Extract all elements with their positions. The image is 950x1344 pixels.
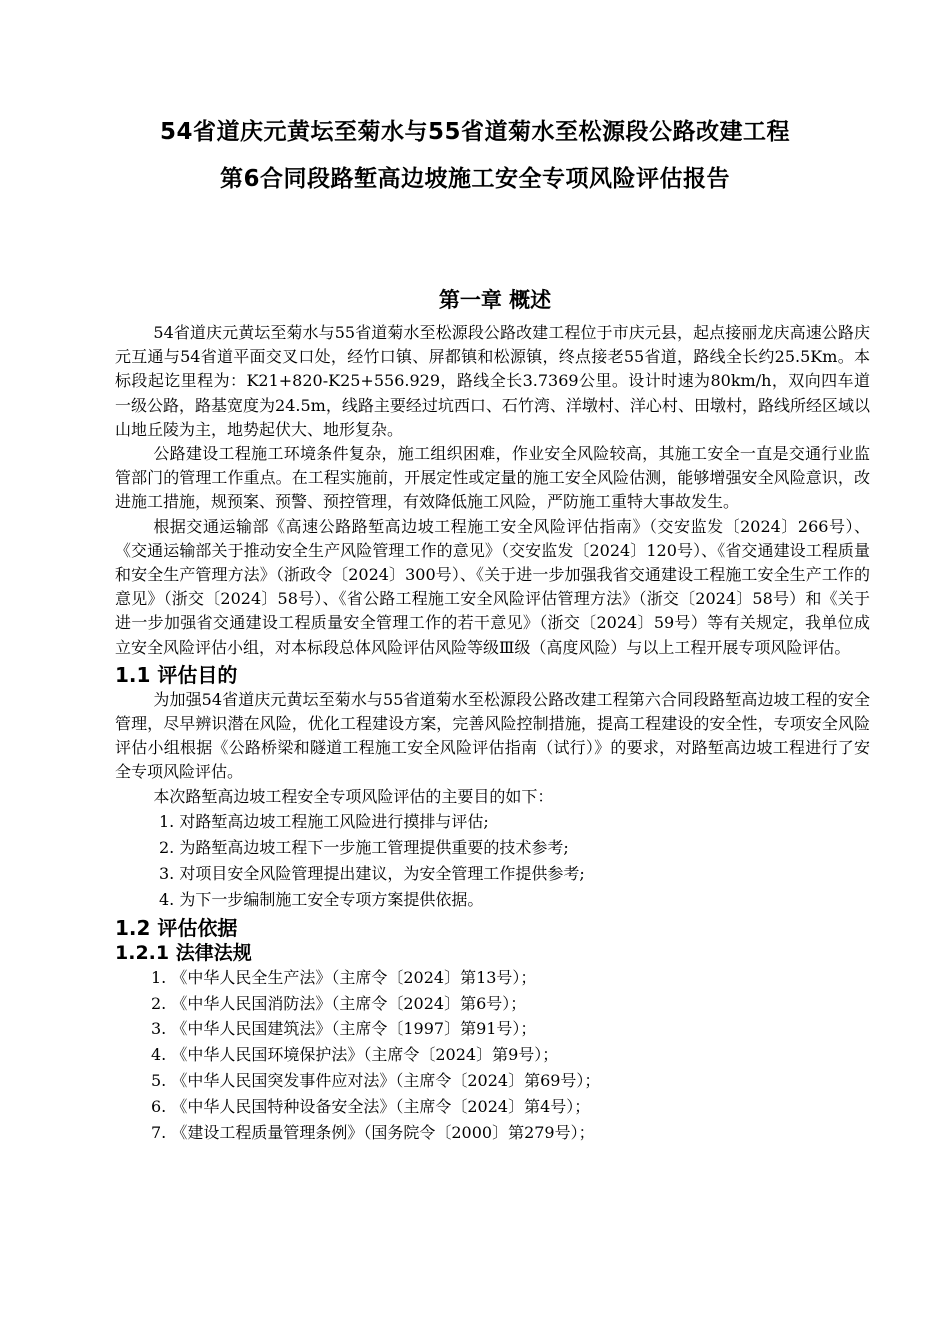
section-paragraph: 本次路堑高边坡工程安全专项风险评估的主要目的如下：	[153, 786, 554, 806]
document-title-line2: 第6合同段路堑高边坡施工安全专项风险评估报告	[219, 166, 730, 192]
list-item: 3. 对项目安全风险管理提出建议，为安全管理工作提供参考;	[159, 863, 585, 883]
intro-paragraph: 根据交通运输部《高速公路路堑高边坡工程施工安全风险评估指南》（交安监发〔2024〕266号）、《交通运输部关于推动安全生产风险管理工作的意见》（交安监发〔2024〕120号）、《省交通建设工程质量和安全生产管理方法》（浙政令〔2024〕300号）、《关于进一步加强我省交通建设工程施工安全生产工作的意见》（浙交〔2024〕58号）、《省公路工程施工安全风险评估管理方法》（浙交〔2024〕58号）和《关于进一步加强省交通建设工程质量安全管理工作的若干意见》（浙交〔2024〕59号）等有关规定，我单位成立安全风险评估小组，对本标段总体风险评估风险等级Ⅲ级（高度风险）与以上工程开展专项风险评估。	[115, 516, 870, 657]
intro-paragraph: 公路建设工程施工环境条件复杂，施工组织困难，作业安全风险较高，其施工安全一直是交通行业监管部门的管理工作重点。在工程实施前，开展定性或定量的施工安全风险估测，能够增强安全风险意识，改进施工措施，规预案、预警、预控管理，有效降低施工风险，严防施工重特大事故发生。	[115, 444, 870, 512]
list-item: 3. 《中华人民国建筑法》（主席令〔1997〕第91号）；	[151, 1019, 537, 1039]
document-body	[115, 321, 870, 1145]
list-item: 1. 《中华人民全生产法》（主席令〔2024〕第13号）；	[151, 967, 537, 987]
section-heading-1-1: 1.1 评估目的	[115, 662, 238, 687]
section-heading-1-2: 1.2 评估依据	[115, 915, 238, 940]
chapter-heading: 第一章 概述	[438, 288, 552, 312]
list-item: 1. 对路堑高边坡工程施工风险进行摸排与评估;	[159, 811, 489, 831]
section-paragraph: 为加强54省道庆元黄坛至菊水与55省道菊水至松源段公路改建工程第六合同段路堑高边坡工程的安全管理，尽早辨识潜在风险，优化工程建设方案，完善风险控制措施，提高工程建设的安全性，专项安全风险评估小组根据《公路桥梁和隧道工程施工安全风险评估指南（试行）》的要求，对路堑高边坡工程进行了安全专项风险评估。	[115, 689, 870, 782]
list-item: 2. 为路堑高边坡工程下一步施工管理提供重要的技术参考;	[159, 837, 569, 857]
list-item: 2. 《中华人民国消防法》（主席令〔2024〕第6号）；	[151, 993, 527, 1013]
list-item: 6. 《中华人民国特种设备安全法》（主席令〔2024〕第4号）；	[151, 1096, 591, 1116]
list-item: 4. 《中华人民国环境保护法》（主席令〔2024〕第9号）；	[151, 1045, 559, 1065]
list-item: 4. 为下一步编制施工安全专项方案提供依据。	[159, 889, 484, 909]
list-item: 7. 《建设工程质量管理条例》（国务院令〔2000〕第279号）；	[151, 1122, 595, 1142]
list-item: 5. 《中华人民国突发事件应对法》（主席令〔2024〕第69号）；	[151, 1071, 601, 1091]
intro-paragraph: 54省道庆元黄坛至菊水与55省道菊水至松源段公路改建工程位于市庆元县，起点接丽龙庆高速公路庆元互通与54省道平面交叉口处，经竹口镇、屏都镇和松源镇，终点接老55省道，路线全长约25.5Km。本标段起讫里程为：K21+820-K25+556.929，路线全长3.7369公里。设计时速为80km/h，双向四车道一级公路，路基宽度为24.5m，线路主要经过坑西口、石竹湾、洋墩村、洋心村、田墩村，路线所经区域以山地丘陵为主，地势起伏大、地形复杂。	[115, 323, 870, 439]
subsection-heading-1-2-1: 1.2.1 法律法规	[115, 941, 252, 964]
document-title-line1: 54省道庆元黄坛至菊水与55省道菊水至松源段公路改建工程	[159, 119, 790, 145]
